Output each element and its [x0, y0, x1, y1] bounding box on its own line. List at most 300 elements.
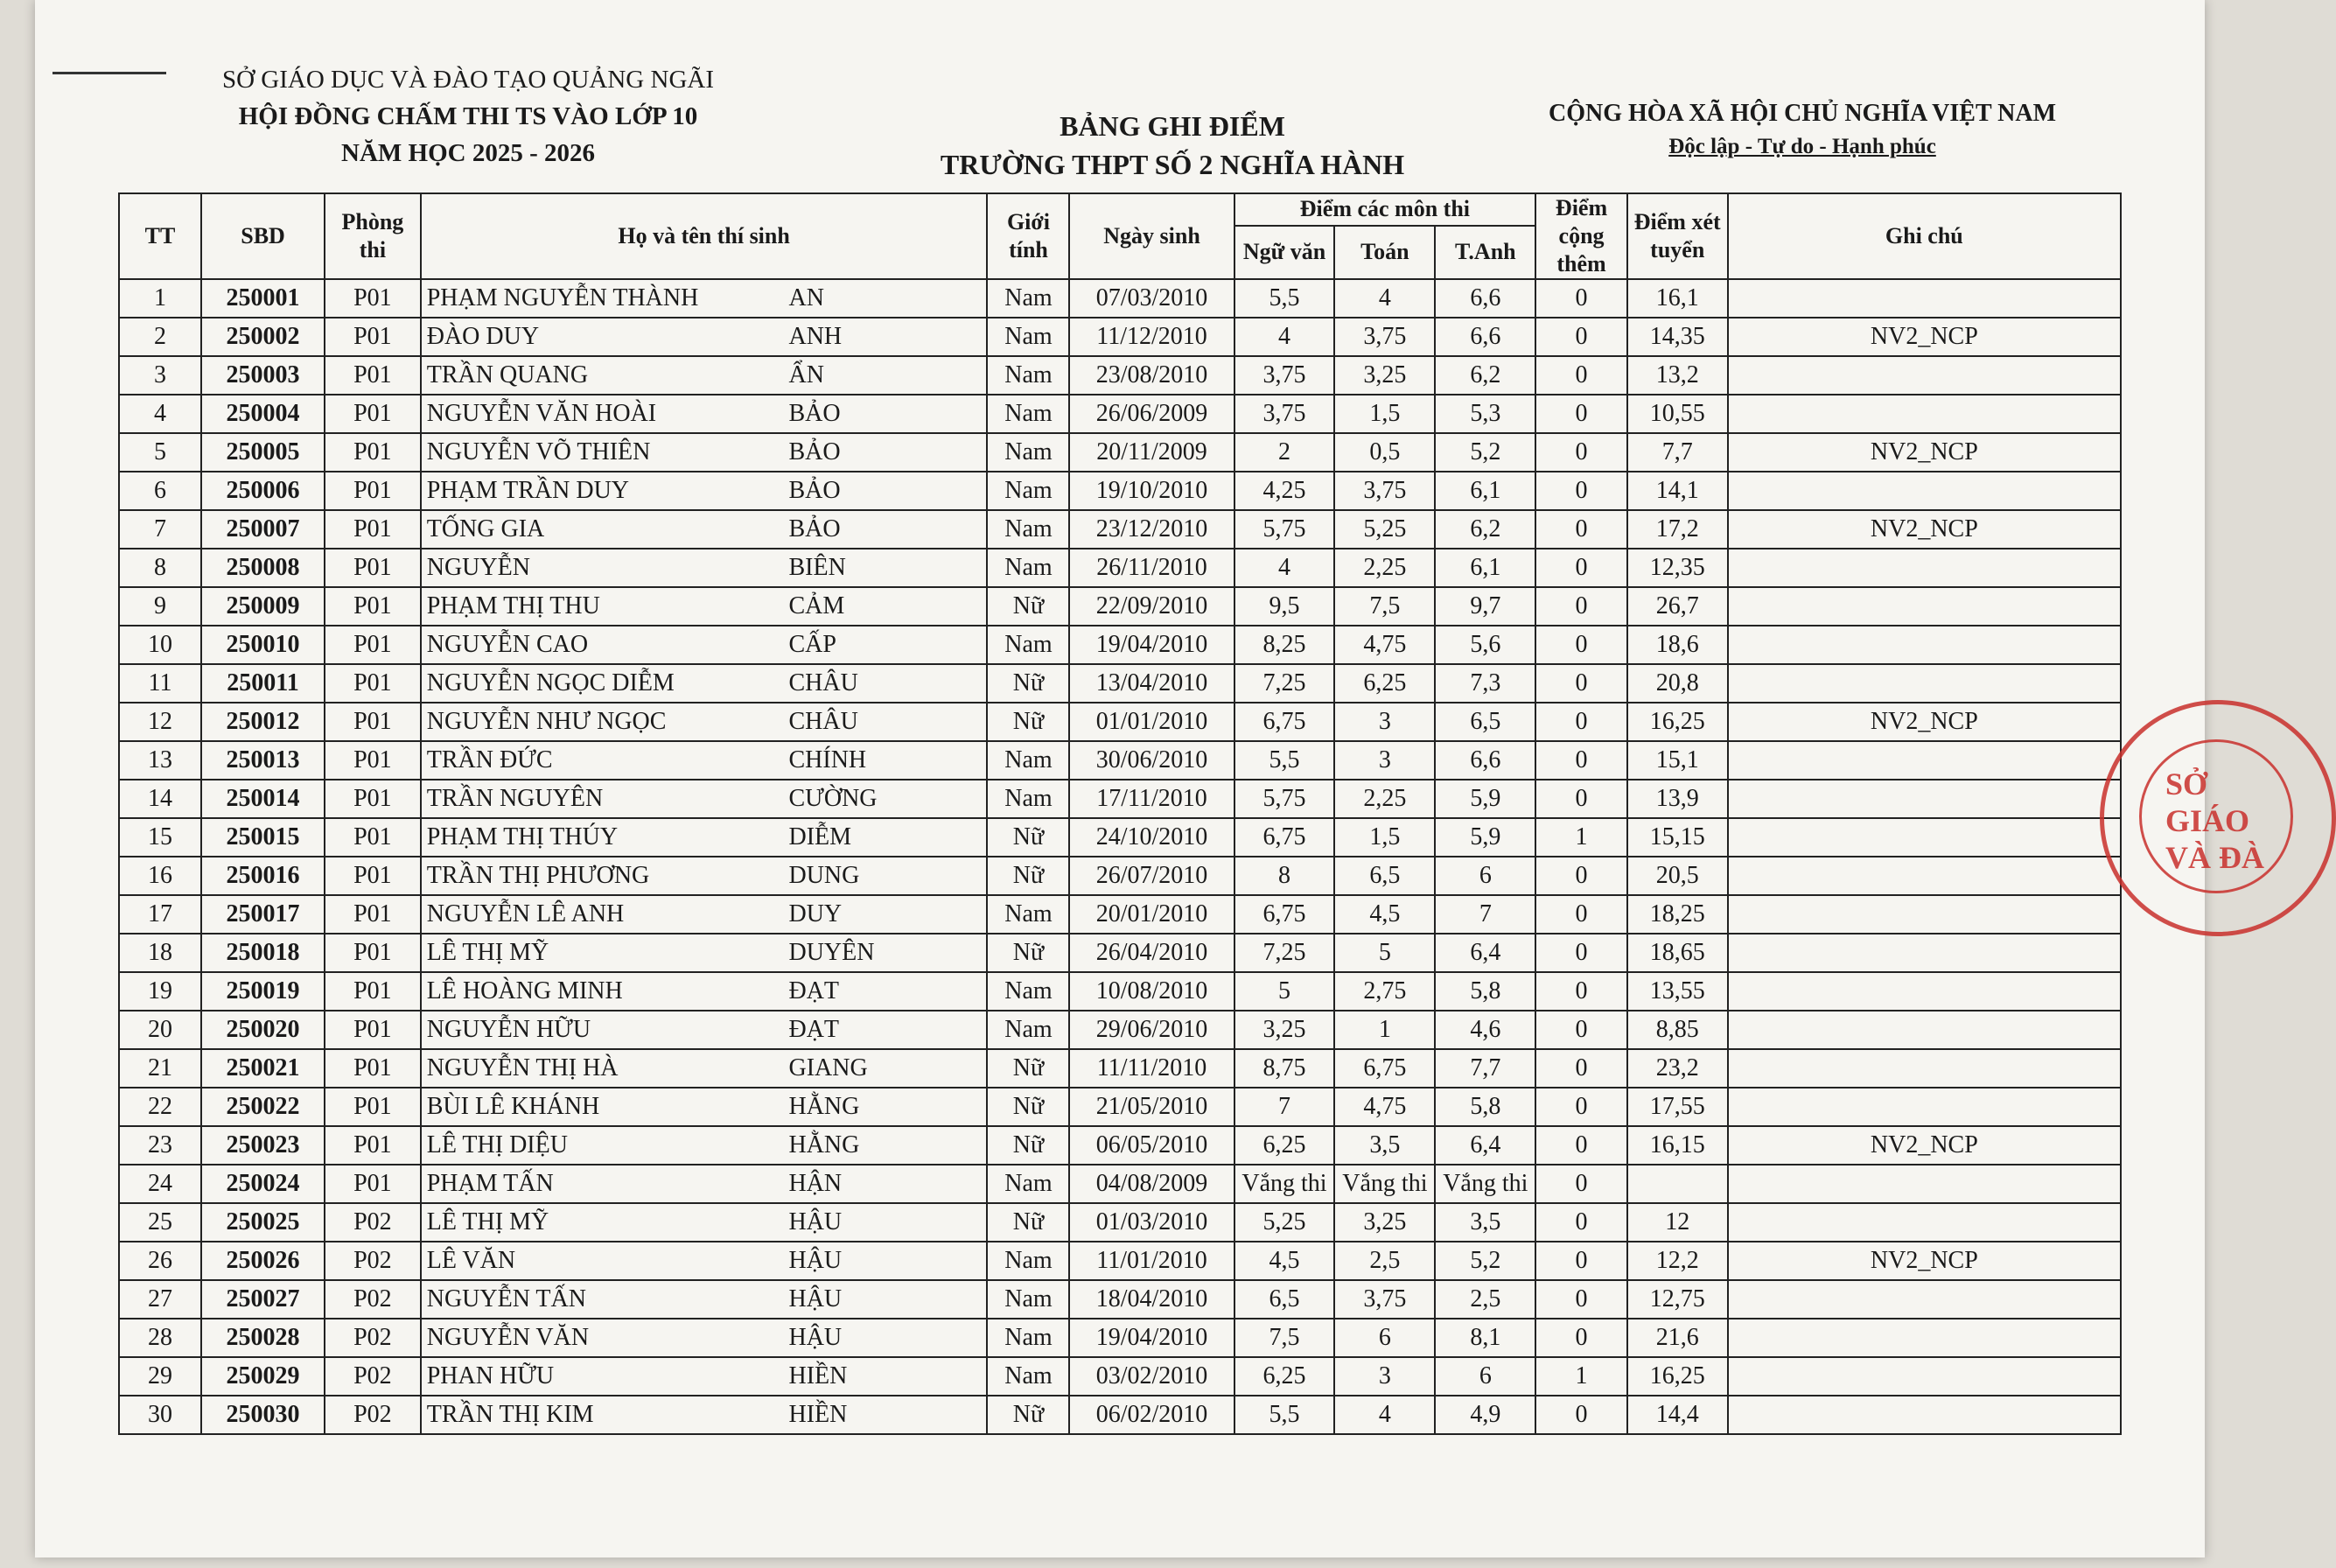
cell-literature: 4,5: [1234, 1242, 1335, 1280]
council-name: HỘI ĐỒNG CHẤM THI TS VÀO LỚP 10: [238, 102, 698, 130]
cell-bonus: 1: [1535, 818, 1626, 857]
cell-name: [421, 1165, 988, 1203]
cell-room: P01: [325, 1049, 421, 1088]
cell-total: 15,15: [1627, 818, 1728, 857]
cell-dob: 20/11/2009: [1069, 433, 1234, 472]
cell-room: P02: [325, 1203, 421, 1242]
cell-total: 8,85: [1627, 1011, 1728, 1049]
cell-bonus: 0: [1535, 472, 1626, 510]
cell-math: 3,25: [1334, 356, 1435, 395]
last-middle-name: NGUYỄN THỊ HÀ: [426, 1054, 619, 1082]
last-middle-name: NGUYỄN VÕ THIÊN: [426, 438, 651, 466]
cell-gender: Nam: [987, 741, 1069, 780]
cell-total: 18,6: [1627, 626, 1728, 664]
cell-bonus: 0: [1535, 1126, 1626, 1165]
col-note: Ghi chú: [1728, 193, 2121, 279]
cell-total: 15,1: [1627, 741, 1728, 780]
cell-room: P01: [325, 895, 421, 934]
cell-dob: 20/01/2010: [1069, 895, 1234, 934]
cell-english: 7,3: [1435, 664, 1535, 703]
cell-note: NV2_NCP: [1728, 703, 2121, 741]
cell-math: 4: [1334, 279, 1435, 318]
cell-room: P01: [325, 472, 421, 510]
last-middle-name: NGUYỄN VĂN: [426, 1324, 590, 1351]
cell-total: 16,1: [1627, 279, 1728, 318]
cell-literature: 5,75: [1234, 780, 1335, 818]
cell-name: [421, 818, 988, 857]
table-row: [119, 318, 2121, 356]
cell-total: 12,75: [1627, 1280, 1728, 1319]
cell-dob: 26/07/2010: [1069, 857, 1234, 895]
cell-literature: 7,5: [1234, 1319, 1335, 1357]
cell-name: [421, 318, 988, 356]
cell-bonus: 0: [1535, 1203, 1626, 1242]
cell-room: P01: [325, 741, 421, 780]
table-row: [119, 1396, 2121, 1434]
cell-name: [421, 895, 988, 934]
cell-name: [421, 395, 988, 433]
cell-tt: 26: [119, 1242, 201, 1280]
cell-english: 6,4: [1435, 934, 1535, 972]
first-name: CHÍNH: [788, 746, 867, 774]
table-row: [119, 664, 2121, 703]
cell-dob: 26/04/2010: [1069, 934, 1234, 972]
cell-total: 13,9: [1627, 780, 1728, 818]
first-name: DUYÊN: [788, 939, 875, 966]
cell-math: 1,5: [1334, 395, 1435, 433]
last-middle-name: BÙI LÊ KHÁNH: [426, 1093, 600, 1120]
cell-sbd: 250026: [201, 1242, 325, 1280]
cell-room: P01: [325, 703, 421, 741]
cell-sbd: 250009: [201, 587, 325, 626]
cell-name: [421, 510, 988, 549]
cell-bonus: 0: [1535, 741, 1626, 780]
cell-name: [421, 1011, 988, 1049]
cell-math: Vắng thi: [1334, 1165, 1435, 1203]
cell-total: 21,6: [1627, 1319, 1728, 1357]
cell-tt: 30: [119, 1396, 201, 1434]
cell-name: [421, 1396, 988, 1434]
cell-literature: 6,5: [1234, 1280, 1335, 1319]
table-row: [119, 972, 2121, 1011]
cell-name: [421, 433, 988, 472]
first-name: ẨN: [788, 361, 824, 388]
last-middle-name: NGUYỄN HỮU: [426, 1016, 591, 1043]
cell-bonus: 0: [1535, 972, 1626, 1011]
cell-english: 5,9: [1435, 780, 1535, 818]
cell-note: NV2_NCP: [1728, 510, 2121, 549]
cell-room: P01: [325, 818, 421, 857]
cell-name: [421, 356, 988, 395]
cell-math: 3,5: [1334, 1126, 1435, 1165]
cell-math: 0,5: [1334, 433, 1435, 472]
table-row: [119, 1357, 2121, 1396]
cell-room: P02: [325, 1280, 421, 1319]
cell-room: P01: [325, 395, 421, 433]
first-name: GIANG: [788, 1054, 868, 1082]
cell-english: 6,4: [1435, 1126, 1535, 1165]
cell-literature: 7: [1234, 1088, 1335, 1126]
first-name: DUY: [788, 900, 843, 928]
cell-room: P01: [325, 510, 421, 549]
cell-total: 16,25: [1627, 1357, 1728, 1396]
table-row: [119, 1242, 2121, 1280]
col-math: Toán: [1334, 226, 1435, 279]
cell-note: [1728, 741, 2121, 780]
cell-gender: Nam: [987, 1319, 1069, 1357]
cell-gender: Nữ: [987, 1203, 1069, 1242]
motto: Độc lập - Tự do - Hạnh phúc: [1668, 135, 1936, 158]
table-row: [119, 1165, 2121, 1203]
cell-bonus: 0: [1535, 279, 1626, 318]
cell-room: P01: [325, 626, 421, 664]
table-row: [119, 1126, 2121, 1165]
first-name: HẬN: [788, 1170, 843, 1197]
cell-name: [421, 934, 988, 972]
cell-gender: Nam: [987, 626, 1069, 664]
cell-name: [421, 279, 988, 318]
cell-room: P01: [325, 279, 421, 318]
cell-english: 6,6: [1435, 741, 1535, 780]
country-name: CỘNG HÒA XÃ HỘI CHỦ NGHĨA VIỆT NAM: [1548, 100, 2057, 127]
first-name: HẬU: [788, 1324, 843, 1351]
cell-room: P01: [325, 318, 421, 356]
cell-bonus: 0: [1535, 587, 1626, 626]
cell-gender: Nam: [987, 895, 1069, 934]
cell-name: [421, 1088, 988, 1126]
cell-dob: 10/08/2010: [1069, 972, 1234, 1011]
cell-sbd: 250002: [201, 318, 325, 356]
document-title: [857, 107, 1487, 184]
first-name: BẢO: [788, 438, 841, 466]
cell-bonus: 0: [1535, 703, 1626, 741]
cell-note: [1728, 472, 2121, 510]
cell-bonus: 0: [1535, 780, 1626, 818]
cell-literature: 4,25: [1234, 472, 1335, 510]
cell-total: 14,1: [1627, 472, 1728, 510]
cell-math: 6,5: [1334, 857, 1435, 895]
cell-dob: 01/03/2010: [1069, 1203, 1234, 1242]
cell-room: P02: [325, 1242, 421, 1280]
cell-room: P01: [325, 587, 421, 626]
cell-math: 2,75: [1334, 972, 1435, 1011]
cell-math: 1: [1334, 1011, 1435, 1049]
cell-english: 4,6: [1435, 1011, 1535, 1049]
cell-bonus: 0: [1535, 1396, 1626, 1434]
cell-gender: Nam: [987, 1242, 1069, 1280]
cell-math: 4,5: [1334, 895, 1435, 934]
col-total: Điểm xét tuyển: [1627, 193, 1728, 279]
cell-literature: Vắng thi: [1234, 1165, 1335, 1203]
first-name: BIÊN: [788, 554, 846, 581]
cell-dob: 18/04/2010: [1069, 1280, 1234, 1319]
table-row: [119, 1280, 2121, 1319]
table-row: [119, 1319, 2121, 1357]
cell-english: 5,9: [1435, 818, 1535, 857]
first-name: CHÂU: [788, 669, 858, 696]
last-middle-name: LÊ THỊ MỸ: [426, 939, 549, 966]
last-middle-name: NGUYỄN VĂN HOÀI: [426, 400, 657, 427]
cell-note: NV2_NCP: [1728, 318, 2121, 356]
cell-english: 6,2: [1435, 356, 1535, 395]
last-middle-name: TRẦN ĐỨC: [426, 746, 553, 774]
col-literature: Ngữ văn: [1234, 226, 1335, 279]
title-school: TRƯỜNG THPT SỐ 2 NGHĨA HÀNH: [940, 149, 1405, 180]
cell-room: P01: [325, 1126, 421, 1165]
cell-total: 10,55: [1627, 395, 1728, 433]
cell-dob: 03/02/2010: [1069, 1357, 1234, 1396]
cell-total: 17,55: [1627, 1088, 1728, 1126]
cell-room: P01: [325, 934, 421, 972]
cell-total: 18,25: [1627, 895, 1728, 934]
cell-dob: 19/04/2010: [1069, 626, 1234, 664]
cell-tt: 5: [119, 433, 201, 472]
first-name: HẰNG: [788, 1131, 860, 1158]
school-year: NĂM HỌC 2025 - 2026: [341, 139, 595, 167]
cell-english: 6: [1435, 857, 1535, 895]
first-name: DIỄM: [788, 823, 852, 850]
last-middle-name: TRẦN QUANG: [426, 361, 589, 388]
cell-gender: Nữ: [987, 1126, 1069, 1165]
cell-room: P01: [325, 780, 421, 818]
cell-note: [1728, 549, 2121, 587]
cell-bonus: 0: [1535, 1088, 1626, 1126]
cell-name: [421, 1319, 988, 1357]
col-room: Phòng thi: [325, 193, 421, 279]
cell-literature: 6,25: [1234, 1126, 1335, 1165]
cell-english: 8,1: [1435, 1319, 1535, 1357]
cell-literature: 5,5: [1234, 1396, 1335, 1434]
table-row: [119, 1088, 2121, 1126]
cell-tt: 9: [119, 587, 201, 626]
col-english: T.Anh: [1435, 226, 1535, 279]
margin-mark: [52, 72, 166, 74]
last-middle-name: NGUYỄN: [426, 554, 530, 581]
first-name: BẢO: [788, 515, 841, 542]
cell-room: P01: [325, 1011, 421, 1049]
cell-literature: 7,25: [1234, 934, 1335, 972]
cell-gender: Nam: [987, 1280, 1069, 1319]
cell-english: 6: [1435, 1357, 1535, 1396]
cell-sbd: 250007: [201, 510, 325, 549]
cell-note: [1728, 1280, 2121, 1319]
cell-tt: 23: [119, 1126, 201, 1165]
cell-gender: Nam: [987, 318, 1069, 356]
cell-math: 7,5: [1334, 587, 1435, 626]
cell-note: [1728, 664, 2121, 703]
first-name: HẬU: [788, 1208, 843, 1236]
cell-dob: 04/08/2009: [1069, 1165, 1234, 1203]
table-row: [119, 472, 2121, 510]
table-row: [119, 356, 2121, 395]
cell-name: [421, 626, 988, 664]
cell-bonus: 0: [1535, 626, 1626, 664]
cell-dob: 23/08/2010: [1069, 356, 1234, 395]
cell-note: NV2_NCP: [1728, 1242, 2121, 1280]
cell-dob: 22/09/2010: [1069, 587, 1234, 626]
cell-bonus: 0: [1535, 664, 1626, 703]
cell-literature: 2: [1234, 433, 1335, 472]
last-middle-name: PHẠM NGUYỄN THÀNH: [426, 284, 699, 312]
last-middle-name: TRẦN THỊ PHƯƠNG: [426, 862, 650, 889]
cell-note: [1728, 1049, 2121, 1088]
cell-sbd: 250022: [201, 1088, 325, 1126]
seal-text: SỞ GIÁO VÀ ĐÀ: [2165, 766, 2264, 875]
col-name: Họ và tên thí sinh: [421, 193, 988, 279]
cell-bonus: 0: [1535, 1011, 1626, 1049]
cell-gender: Nam: [987, 395, 1069, 433]
cell-total: 14,4: [1627, 1396, 1728, 1434]
cell-sbd: 250025: [201, 1203, 325, 1242]
cell-bonus: 0: [1535, 1165, 1626, 1203]
cell-name: [421, 1357, 988, 1396]
cell-name: [421, 1049, 988, 1088]
cell-room: P01: [325, 857, 421, 895]
table-row: [119, 934, 2121, 972]
table-row: [119, 510, 2121, 549]
cell-sbd: 250024: [201, 1165, 325, 1203]
cell-note: [1728, 1357, 2121, 1396]
cell-math: 2,25: [1334, 549, 1435, 587]
cell-literature: 7,25: [1234, 664, 1335, 703]
cell-math: 2,5: [1334, 1242, 1435, 1280]
cell-literature: 8: [1234, 857, 1335, 895]
table-row: [119, 626, 2121, 664]
first-name: ĐẠT: [788, 1016, 840, 1043]
cell-sbd: 250018: [201, 934, 325, 972]
cell-sbd: 250016: [201, 857, 325, 895]
cell-total: 12,2: [1627, 1242, 1728, 1280]
cell-name: [421, 703, 988, 741]
cell-math: 4: [1334, 1396, 1435, 1434]
score-rows: [119, 279, 2121, 1434]
cell-gender: Nữ: [987, 857, 1069, 895]
cell-gender: Nam: [987, 549, 1069, 587]
cell-english: 6,6: [1435, 279, 1535, 318]
cell-gender: Nam: [987, 1165, 1069, 1203]
cell-note: [1728, 934, 2121, 972]
cell-tt: 21: [119, 1049, 201, 1088]
last-middle-name: NGUYỄN NHƯ NGỌC: [426, 708, 667, 735]
first-name: ANH: [788, 323, 843, 350]
cell-bonus: 0: [1535, 433, 1626, 472]
cell-tt: 1: [119, 279, 201, 318]
last-middle-name: PHẠM TẤN: [426, 1170, 554, 1197]
col-sbd: SBD: [201, 193, 325, 279]
cell-sbd: 250011: [201, 664, 325, 703]
cell-literature: 6,75: [1234, 703, 1335, 741]
cell-bonus: 0: [1535, 1242, 1626, 1280]
cell-room: P01: [325, 1165, 421, 1203]
cell-tt: 13: [119, 741, 201, 780]
first-name: HẬU: [788, 1285, 843, 1312]
cell-room: P01: [325, 1088, 421, 1126]
cell-note: [1728, 1396, 2121, 1434]
cell-dob: 17/11/2010: [1069, 780, 1234, 818]
cell-name: [421, 1242, 988, 1280]
table-row: [119, 857, 2121, 895]
cell-tt: 8: [119, 549, 201, 587]
cell-tt: 11: [119, 664, 201, 703]
cell-tt: 19: [119, 972, 201, 1011]
cell-bonus: 0: [1535, 356, 1626, 395]
cell-tt: 7: [119, 510, 201, 549]
cell-dob: 19/04/2010: [1069, 1319, 1234, 1357]
cell-name: [421, 587, 988, 626]
table-row: [119, 1011, 2121, 1049]
cell-note: [1728, 626, 2121, 664]
cell-tt: 20: [119, 1011, 201, 1049]
first-name: CẤP: [788, 631, 836, 658]
cell-tt: 27: [119, 1280, 201, 1319]
first-name: BẢO: [788, 400, 841, 427]
cell-tt: 6: [119, 472, 201, 510]
cell-math: 5: [1334, 934, 1435, 972]
cell-english: Vắng thi: [1435, 1165, 1535, 1203]
cell-sbd: 250020: [201, 1011, 325, 1049]
cell-literature: 6,25: [1234, 1357, 1335, 1396]
cell-total: 20,5: [1627, 857, 1728, 895]
cell-tt: 24: [119, 1165, 201, 1203]
cell-note: NV2_NCP: [1728, 1126, 2121, 1165]
last-middle-name: PHẠM TRẦN DUY: [426, 477, 630, 504]
last-middle-name: LÊ THỊ MỸ: [426, 1208, 549, 1236]
first-name: HIỀN: [788, 1362, 848, 1390]
last-middle-name: NGUYỄN TẤN: [426, 1285, 586, 1312]
cell-math: 1,5: [1334, 818, 1435, 857]
last-middle-name: LÊ HOÀNG MINH: [426, 977, 623, 1004]
cell-sbd: 250005: [201, 433, 325, 472]
cell-bonus: 0: [1535, 934, 1626, 972]
cell-note: NV2_NCP: [1728, 433, 2121, 472]
cell-english: 6,5: [1435, 703, 1535, 741]
cell-sbd: 250012: [201, 703, 325, 741]
cell-sbd: 250010: [201, 626, 325, 664]
cell-dob: 29/06/2010: [1069, 1011, 1234, 1049]
cell-sbd: 250001: [201, 279, 325, 318]
table-row: [119, 1049, 2121, 1088]
cell-english: 9,7: [1435, 587, 1535, 626]
cell-note: [1728, 1088, 2121, 1126]
first-name: AN: [788, 284, 824, 312]
cell-note: [1728, 395, 2121, 433]
cell-name: [421, 972, 988, 1011]
cell-tt: 10: [119, 626, 201, 664]
col-bonus: Điểm cộng thêm: [1535, 193, 1626, 279]
cell-room: P01: [325, 356, 421, 395]
cell-gender: Nữ: [987, 1396, 1069, 1434]
cell-note: [1728, 1319, 2121, 1357]
cell-dob: 07/03/2010: [1069, 279, 1234, 318]
cell-dob: 01/01/2010: [1069, 703, 1234, 741]
cell-math: 3,75: [1334, 318, 1435, 356]
cell-name: [421, 472, 988, 510]
last-middle-name: PHẠM THỊ THÚY: [426, 823, 619, 850]
last-middle-name: NGUYỄN CAO: [426, 631, 589, 658]
cell-english: 6,6: [1435, 318, 1535, 356]
cell-math: 6,75: [1334, 1049, 1435, 1088]
cell-english: 5,3: [1435, 395, 1535, 433]
cell-english: 5,2: [1435, 1242, 1535, 1280]
last-middle-name: TỐNG GIA: [426, 515, 545, 542]
cell-name: [421, 780, 988, 818]
cell-total: 7,7: [1627, 433, 1728, 472]
cell-sbd: 250017: [201, 895, 325, 934]
first-name: CƯỜNG: [788, 785, 878, 812]
col-gender: Giới tính: [987, 193, 1069, 279]
first-name: DUNG: [788, 862, 860, 889]
table-row: [119, 1203, 2121, 1242]
